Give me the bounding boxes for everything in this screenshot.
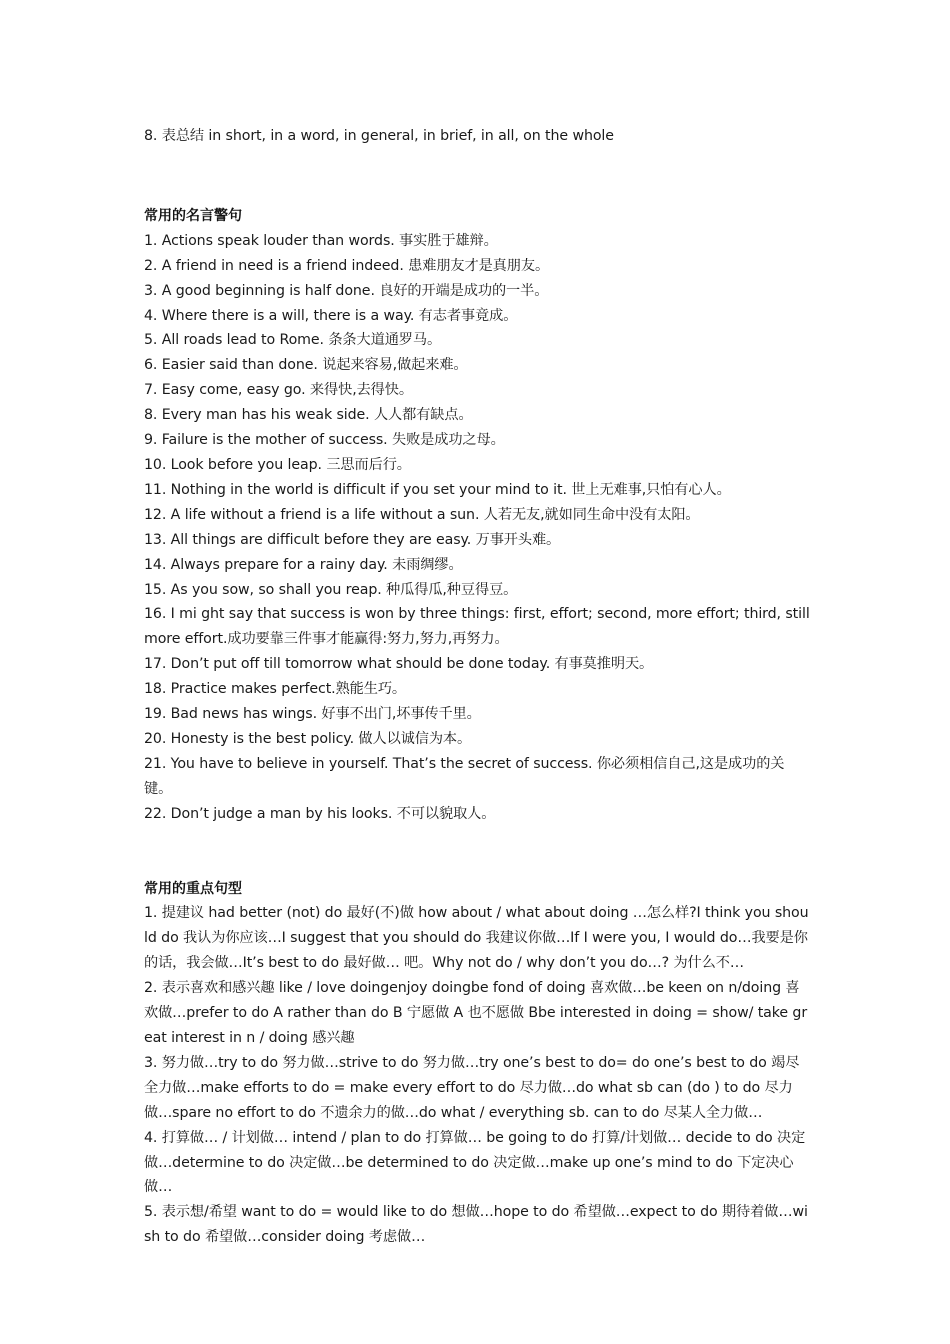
proverb-item: 6. Easier said than done. 说起来容易,做起来难。 [144, 357, 468, 374]
proverb-item: 17. Don’t put off till tomorrow what should be done today. 有事莫推明天。 [144, 656, 654, 673]
pattern-item: 3. 努力做…try to do 努力做…strive to do 努力做…try one’s best to do= do one’s best to do 竭尽全力做…make efforts to do = make every effort to do 尽力做…do what sb can (do ) to do 尽力做…spare no effort to do 不遗余力的做…do what / everything sb. can to do 尽某人全力做… [144, 1054, 800, 1121]
patterns-section [144, 877, 812, 1251]
proverb-item: 15. As you sow, so shall you reap. 种瓜得瓜,种豆得豆。 [144, 581, 518, 598]
proverb-item: 2. A friend in need is a friend indeed. 患难朋友才是真朋友。 [144, 257, 550, 274]
proverb-item: 14. Always prepare for a rainy day. 未雨绸缪。 [144, 556, 463, 573]
proverb-item: 12. A life without a friend is a life without a sun. 人若无友,就如同生命中没有太阳。 [144, 506, 700, 523]
proverb-item: 18. Practice makes perfect.熟能生巧。 [144, 681, 407, 698]
proverb-item: 7. Easy come, easy go. 来得快,去得快。 [144, 382, 413, 399]
pattern-item: 5. 表示想/希望 want to do = would like to do 想做…hope to do 希望做…expect to do 期待着做…wish to do 希望做…consider doing 考虑做… [144, 1204, 808, 1246]
intro-line: 8. 表总结 in short, in a word, in general, in brief, in all, on the whole [144, 128, 614, 144]
pattern-item: 4. 打算做… / 计划做… intend / plan to do 打算做… be going to do 打算/计划做… decide to do 决定做…determine to do 决定做…be determined to do 决定做…make up one’s mind to do 下定决心做… [144, 1129, 806, 1196]
proverbs-list [144, 229, 815, 827]
proverb-item: 4. Where there is a will, there is a way. 有志者事竟成。 [144, 307, 518, 324]
proverbs-heading: 常用的名言警句 [144, 207, 242, 224]
proverb-item: 10. Look before you leap. 三思而后行。 [144, 456, 411, 473]
proverb-item: 20. Honesty is the best policy. 做人以诚信为本。 [144, 730, 472, 747]
proverb-item: 16. I mi ght say that success is won by three things: first, effort; second, more effort; third, still more effort.成功要靠三件事才能赢得:努力,努力,再努力。 [144, 606, 815, 648]
proverb-item: 21. You have to believe in yourself. That’s the secret of success. 你必须相信自己,这是成功的关键。 [144, 755, 785, 797]
proverb-item: 1. Actions speak louder than words. 事实胜于雄辩。 [144, 232, 498, 249]
proverb-item: 3. A good beginning is half done. 良好的开端是成功的一半。 [144, 282, 549, 299]
proverb-item: 5. All roads lead to Rome. 条条大道通罗马。 [144, 332, 442, 349]
proverb-item: 8. Every man has his weak side. 人人都有缺点。 [144, 407, 473, 424]
patterns-list [144, 901, 812, 1250]
proverb-item: 11. Nothing in the world is difficult if you set your mind to it. 世上无难事,只怕有心人。 [144, 481, 731, 498]
proverbs-section [144, 204, 815, 827]
pattern-item: 1. 提建议 had better (not) do 最好(不)做 how about / what about doing …怎么样?I think you should do 我认为你应该…I suggest that you should do 我建议你做…If I were you, I would do…我要是你的话，我会做…It’s best to do 最好做… 吧。Why not do / why don’t you do…? 为什么不… [144, 905, 809, 972]
proverb-item: 19. Bad news has wings. 好事不出门,坏事传千里。 [144, 706, 481, 723]
patterns-heading: 常用的重点句型 [144, 880, 242, 897]
proverb-item: 13. All things are difficult before they are easy. 万事开头难。 [144, 531, 561, 548]
document-page [144, 124, 815, 1250]
pattern-item: 2. 表示喜欢和感兴趣 like / love doingenjoy doingbe fond of doing 喜欢做…be keen on n/doing 喜欢做…prefer to do A rather than do B 宁愿做 A 也不愿做 Bbe interested in doing = show/ take great interest in n / doing 感兴趣 [144, 980, 808, 1046]
proverb-item: 9. Failure is the mother of success. 失败是成功之母。 [144, 432, 505, 449]
proverb-item: 22. Don’t judge a man by his looks. 不可以貌取人。 [144, 805, 496, 822]
